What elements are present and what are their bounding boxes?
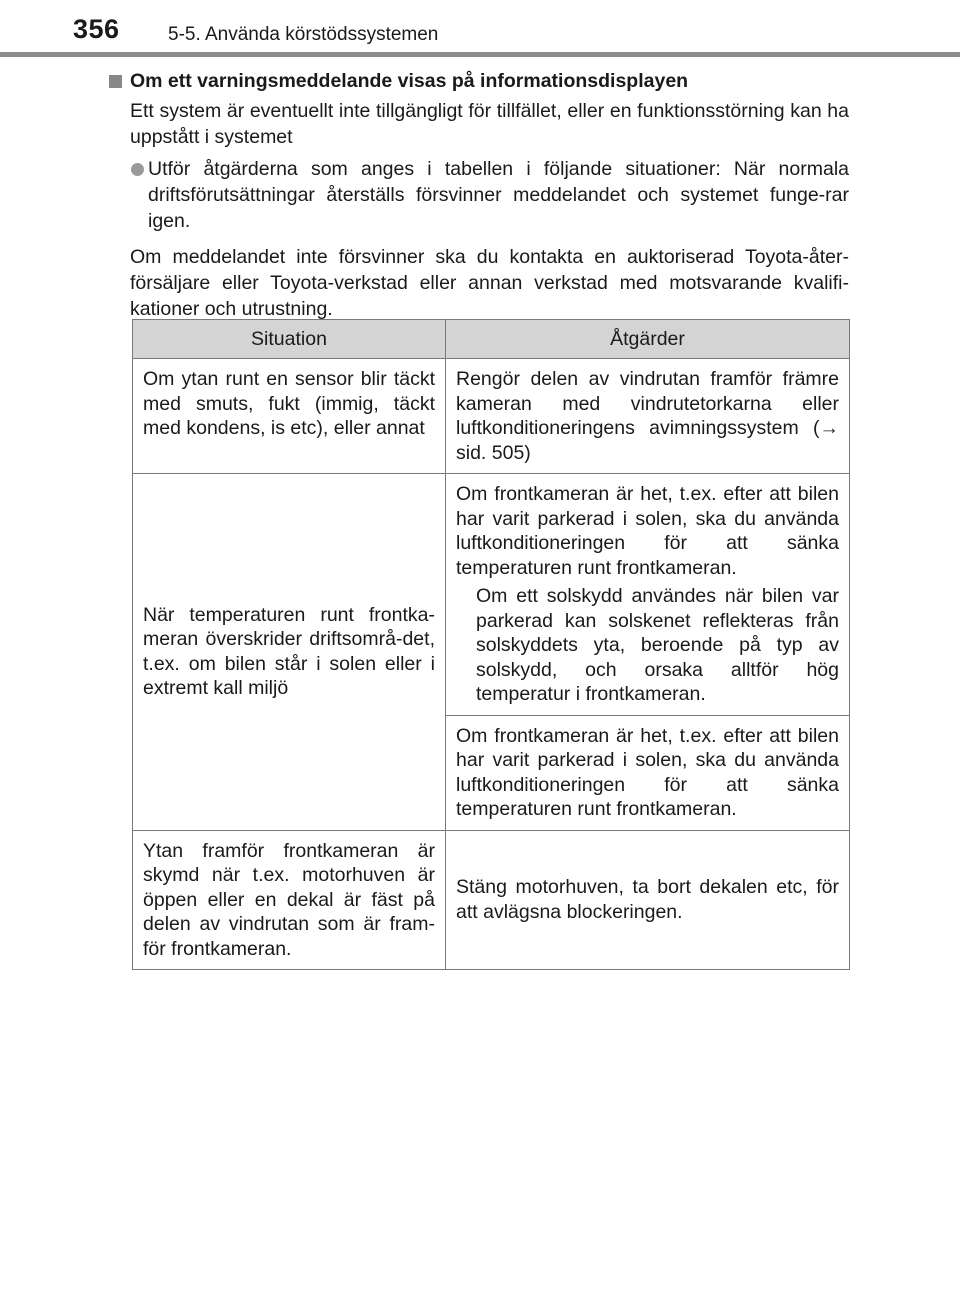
action-note: Om ett solskydd användes när bilen var parkerad kan solskenet reflekteras från solskyddets yta, beroende på typ av solskydd, och orsaka alltför hög temperatur i frontkameran.	[476, 585, 839, 705]
page-number: 356	[73, 14, 120, 44]
action-cell: Om frontkameran är het, t.ex. efter att bilen har varit parkerad i solen, ska du använda luftkonditioneringen för att sänka temperaturen runt frontkameran.	[446, 715, 850, 830]
table-row	[133, 359, 850, 474]
intro-paragraph: Ett system är eventuellt inte tillgängligt för tillfället, eller en funktionsstörning kan ha uppstått i systemet	[130, 100, 849, 148]
subsection-heading	[109, 68, 849, 94]
heading-text: Om ett varningsmeddelande visas på informationsdisplayen	[130, 70, 689, 92]
body-content	[109, 68, 849, 322]
situation-cell: Om ytan runt en sensor blir täckt med smuts, fukt (immig, täckt med kondens, is etc), eller annat	[133, 359, 446, 474]
bullet-item	[130, 156, 849, 234]
situation-cell: Ytan framför frontkameran är skymd när t.ex. motorhuven är öppen eller en dekal är fäst på delen av vindrutan som är fram-för frontkameran.	[133, 830, 446, 970]
column-header-situation: Situation	[133, 320, 446, 359]
table-header-row	[133, 320, 850, 359]
section-title: 5-5. Använda körstödssystemen	[168, 24, 439, 45]
square-bullet-icon	[109, 75, 122, 88]
situation-cell: När temperaturen runt frontka-meran överskrider driftsområ-det, t.ex. om bilen står i solen eller i extremt kall miljö	[133, 474, 446, 831]
page-header	[0, 0, 960, 58]
table-row	[133, 474, 850, 716]
action-cell	[446, 474, 850, 716]
action-cell: Rengör delen av vindrutan framför främre kameran med vindrutetorkarna eller luftkonditioneringens avimningssystem (→ sid. 505)	[446, 359, 850, 474]
action-cell: Stäng motorhuven, ta bort dekalen etc, för att avlägsna blockeringen.	[446, 830, 850, 970]
bullet-text: Utför åtgärderna som anges i tabellen i följande situationer: När normala driftsförutsättningar återställs försvinner meddelandet och systemet funge-rar igen.	[148, 158, 849, 232]
action-text: Om frontkameran är het, t.ex. efter att bilen har varit parkerad i solen, ska du använda luftkonditioneringen för att sänka temperaturen runt frontkameran.	[456, 483, 839, 579]
warning-table	[132, 319, 850, 970]
column-header-action: Åtgärder	[446, 320, 850, 359]
contact-paragraph: Om meddelandet inte försvinner ska du kontakta en auktoriserad Toyota-åter-försäljare eller Toyota-verkstad eller annan verkstad med motsvarande kvalifi-kationer och utrustning.	[130, 246, 849, 320]
circle-bullet-icon	[131, 163, 144, 176]
table-row	[133, 830, 850, 970]
header-rule	[0, 52, 960, 57]
